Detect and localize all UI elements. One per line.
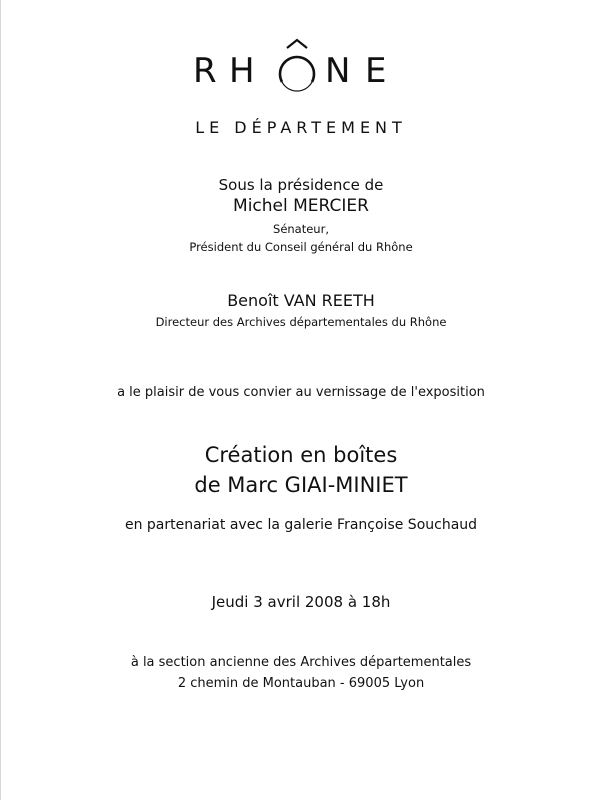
department-heading: LE DÉPARTEMENT xyxy=(195,118,407,137)
event-location-line-2: 2 chemin de Montauban - 69005 Lyon xyxy=(177,676,425,691)
rhone-logo xyxy=(1,38,600,94)
director-name: Benoît VAN REETH xyxy=(227,291,375,310)
event-date: Jeudi 3 avril 2008 à 18h xyxy=(211,593,391,611)
logo-letter-h: H xyxy=(229,51,265,91)
president-name: Michel MERCIER xyxy=(233,196,369,216)
logo-o-circumflex xyxy=(280,40,314,91)
event-location-line-1: à la section ancienne des Archives départementales xyxy=(130,655,472,670)
president-title-1: Sénateur, xyxy=(273,222,329,236)
exhibition-title-line-1: Création en boîtes xyxy=(204,443,398,467)
invitation-text: a le plaisir de vous convier au vernissage de l'exposition xyxy=(117,385,485,400)
partnership-text: en partenariat avec la galerie Françoise Souchaud xyxy=(124,517,478,533)
exhibition-title-line-2: de Marc GIAI-MINIET xyxy=(194,473,408,497)
logo-letter-e: E xyxy=(365,51,397,91)
presidence-intro: Sous la présidence de xyxy=(218,176,384,194)
president-title-2: Président du Conseil général du Rhône xyxy=(189,240,413,254)
director-title: Directeur des Archives départementales du Rhône xyxy=(155,315,447,329)
logo-letter-n: N xyxy=(325,51,361,91)
rhone-logo-graphic xyxy=(181,38,421,94)
logo-letter-r: R xyxy=(193,51,227,91)
